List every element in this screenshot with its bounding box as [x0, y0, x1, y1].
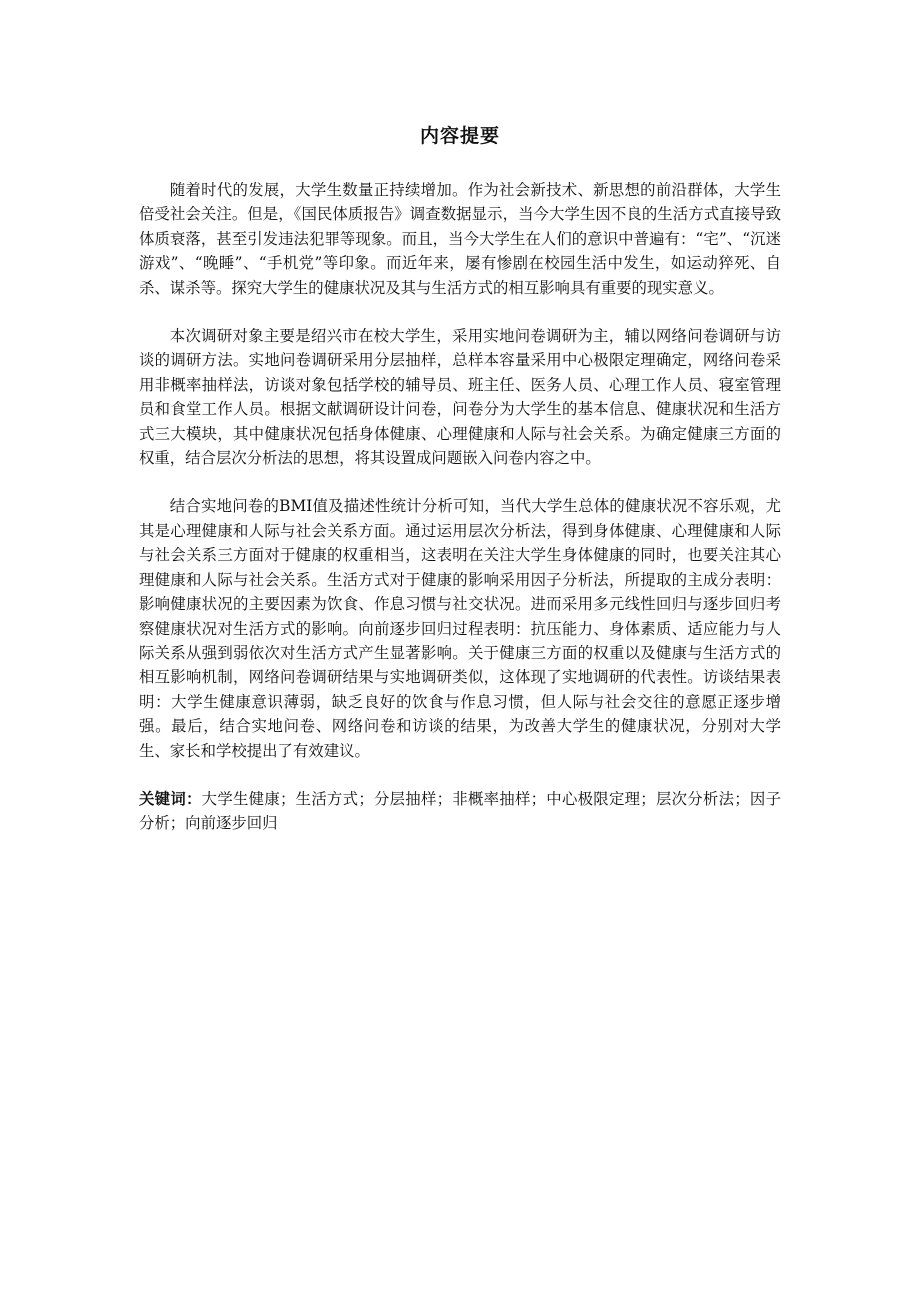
paragraph-methods: 本次调研对象主要是绍兴市在校大学生，采用实地问卷调研为主，辅以网络问卷调研与访谈的调研方法。实地问卷调研采用分层抽样，总样本容量采用中心极限定理确定，网络问卷采用非概率抽样法，访谈对象包括学校的辅导员、班主任、医务人员、心理工作人员、寝室管理员和食堂工作人员。根据文献调研设计问卷，问卷分为大学生的基本信息、健康状况和生活方式三大模块，其中健康状况包括身体健康、心理健康和人际与社会关系。为确定健康三方面的权重，结合层次分析法的思想，将其设置成问题嵌入问卷内容之中。 — [139, 327, 781, 468]
paragraph-background: 随着时代的发展，大学生数量正持续增加。作为社会新技术、新思想的前沿群体，大学生倍受社会关注。但是，《国民体质报告》调查数据显示，当今大学生因不良的生活方式直接导致体质衰落，甚至引发违法犯罪等现象。而且，当今大学生在人们的意识中普遍有：“宅”、“沉迷游戏”、“晚睡”、“手机党”等印象。而近年来，屡有惨剧在校园生活中发生，如运动猝死、自杀、谋杀等。探究大学生的健康状况及其与生活方式的相互影响具有重要的现实意义。 — [139, 181, 781, 297]
keywords-line — [139, 787, 781, 836]
abstract-body — [139, 178, 781, 836]
keywords-text: 大学生健康；生活方式；分层抽样；非概率抽样；中心极限定理；层次分析法；因子分析；向前逐步回归 — [139, 789, 781, 833]
keywords-label: 关键词： — [139, 789, 202, 808]
paragraph-results: 结合实地问卷的BMI值及描述性统计分析可知，当代大学生总体的健康状况不容乐观，尤其是心理健康和人际与社会关系方面。通过运用层次分析法，得到身体健康、心理健康和人际与社会关系三方面对于健康的权重相当，这表明在关注大学生身体健康的同时，也要关注其心理健康和人际与社会关系。生活方式对于健康的影响采用因子分析法，所提取的主成分表明：影响健康状况的主要因素为饮食、作息习惯与社交状况。进而采用多元线性回归与逐步回归考察健康状况对生活方式的影响。向前逐步回归过程表明：抗压能力、身体素质、适应能力与人际关系从强到弱依次对生活方式产生显著影响。关于健康三方面的权重以及健康与生活方式的相互影响机制，网络问卷调研结果与实地调研类似，这体现了实地调研的代表性。访谈结果表明：大学生健康意识薄弱，缺乏良好的饮食与作息习惯，但人际与社会交往的意愿正逐步增强。最后，结合实地问卷、网络问卷和访谈的结果，为改善大学生的健康状况，分别对大学生、家长和学校提出了有效建议。 — [139, 497, 781, 760]
page-title: 内容提要 — [419, 125, 500, 147]
